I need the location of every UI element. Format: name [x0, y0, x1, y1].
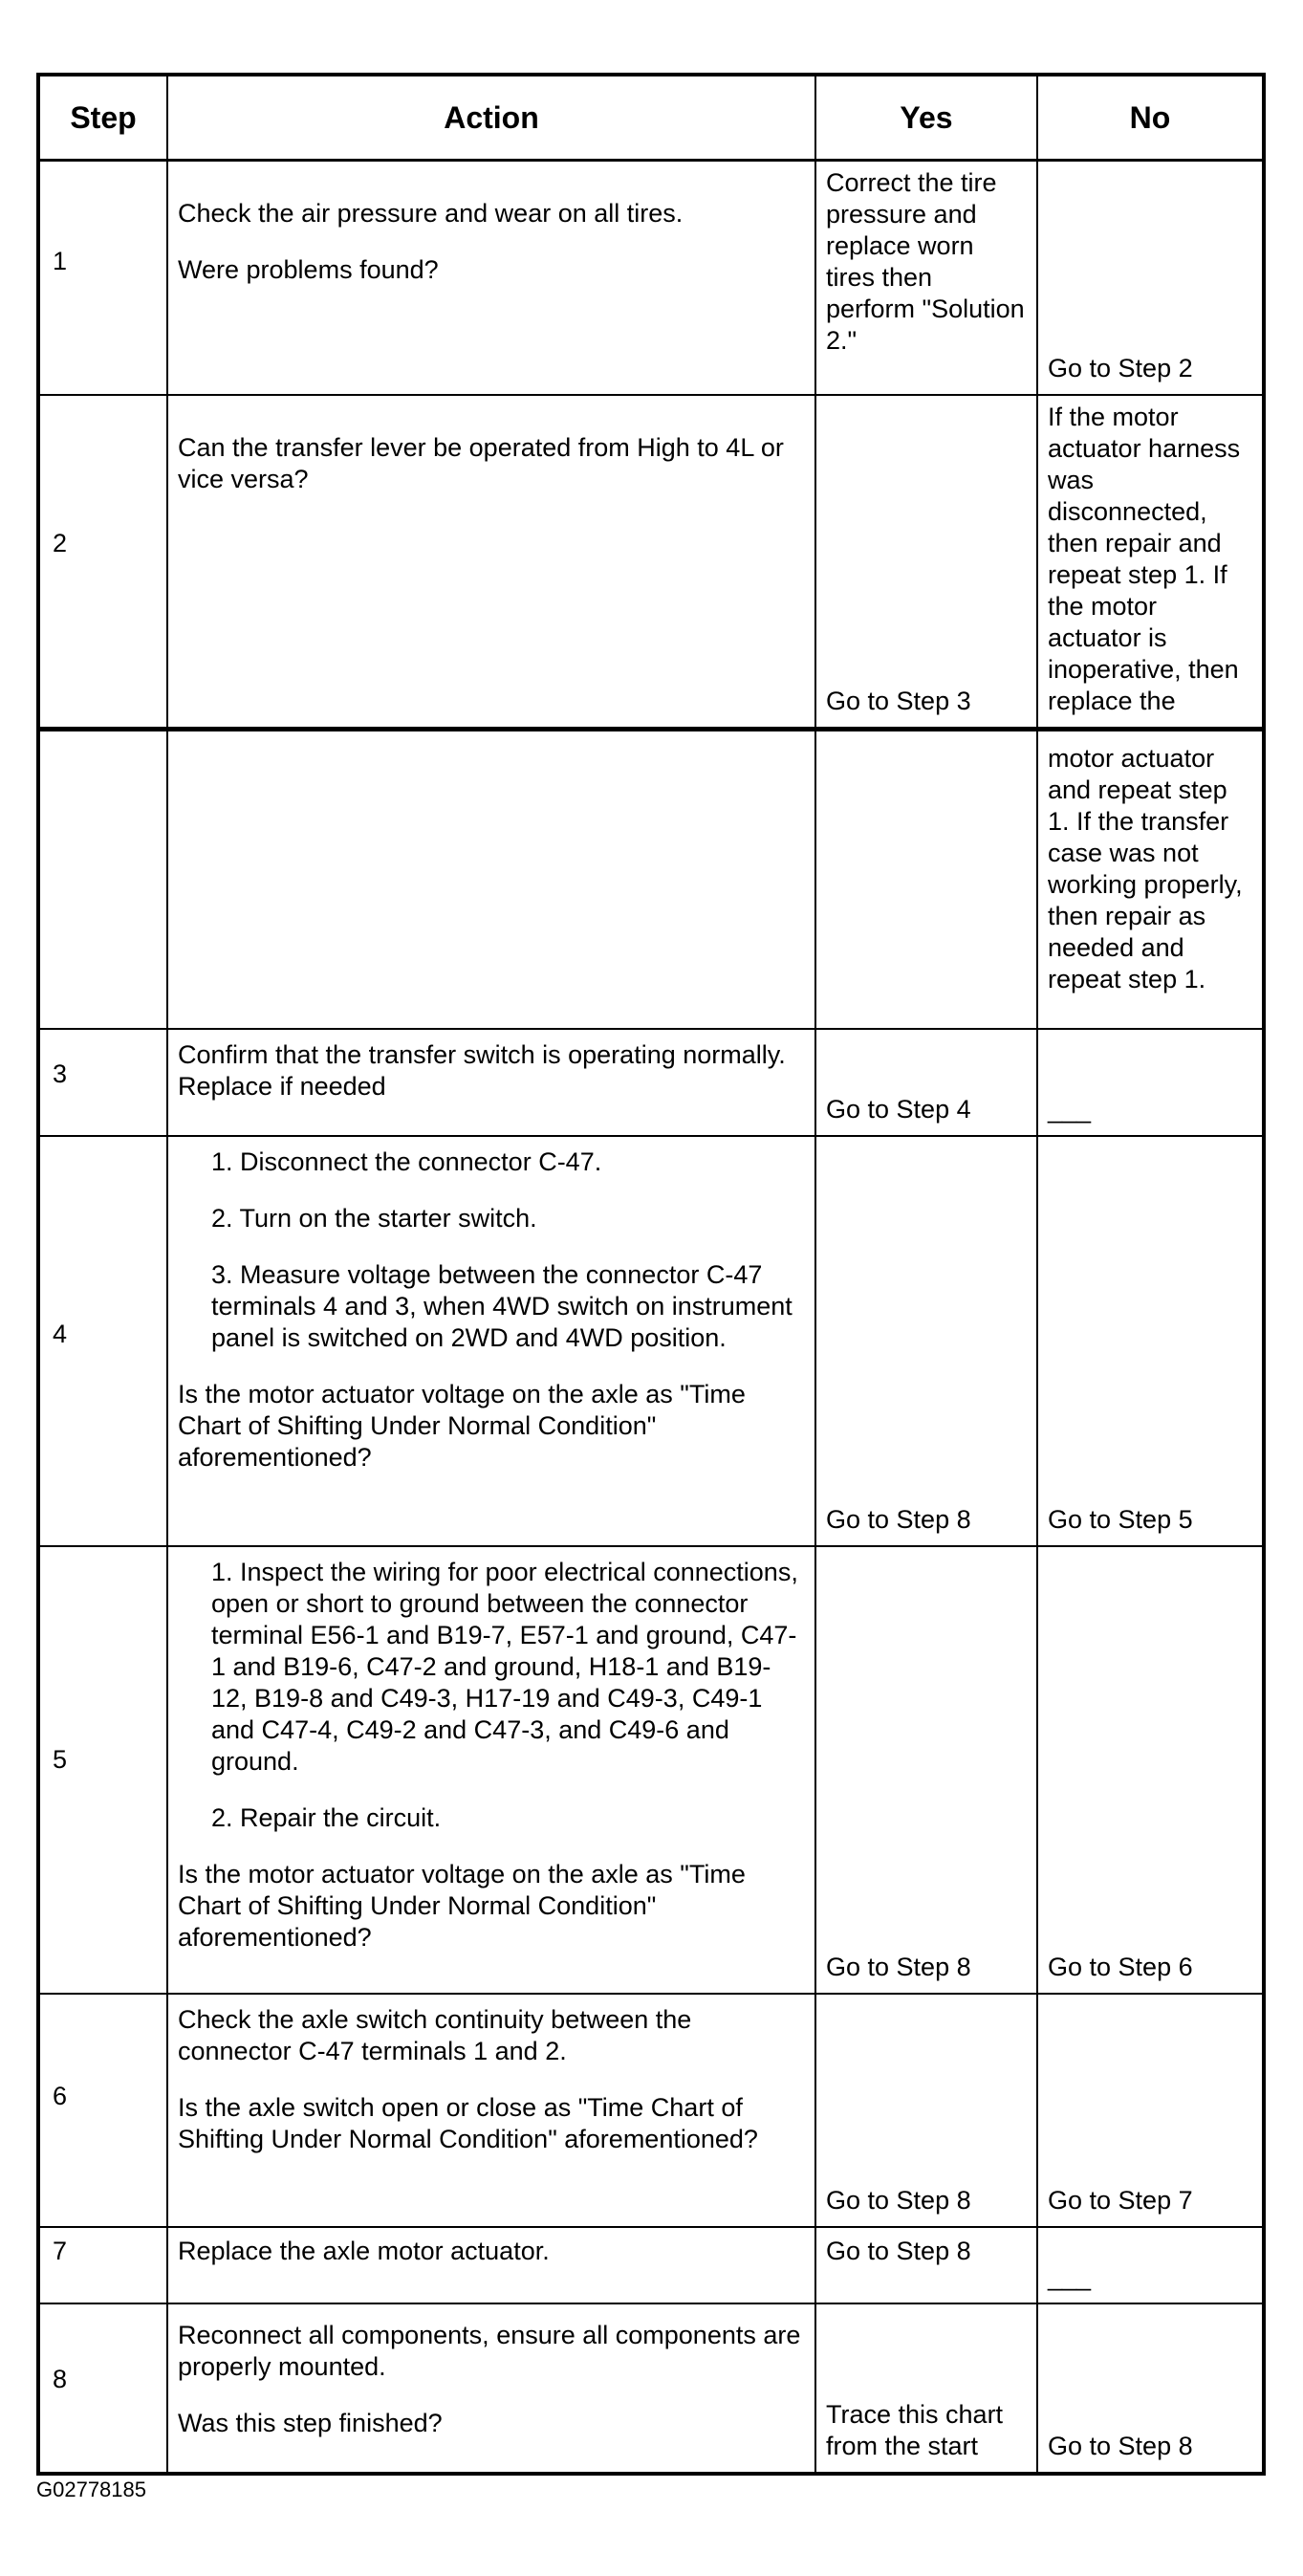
yes-cell — [815, 161, 1037, 396]
no-text: Go to Step 7 — [1048, 2186, 1193, 2215]
figure-id-caption: G02778185 — [36, 2478, 146, 2501]
yes-text: Go to Step 3 — [826, 687, 971, 715]
header-yes: Yes — [815, 75, 1037, 161]
step-number: 6 — [53, 2082, 68, 2110]
step-number: 8 — [53, 2365, 68, 2393]
step-number: 4 — [53, 1320, 68, 1348]
header-step: Step — [38, 75, 167, 161]
list-item: 2. Turn on the starter switch. — [211, 1204, 537, 1233]
yes-cell — [815, 730, 1037, 1030]
yes-text: Go to Step 8 — [826, 1505, 971, 1534]
yes-cell — [815, 1029, 1037, 1136]
step-number: 7 — [53, 2237, 68, 2265]
no-text: If the motor actuator harness was disconnected, then repair and repeat step 1. If the motor actuator is inoperative, then replace the — [1048, 403, 1241, 715]
no-text: Go to Step 8 — [1048, 2432, 1193, 2460]
table-row — [38, 1029, 1264, 1136]
no-text: Go to Step 2 — [1048, 354, 1193, 382]
header-no: No — [1037, 75, 1264, 161]
table-row — [38, 395, 1264, 730]
step-cell — [38, 2303, 167, 2474]
action-cell — [167, 2303, 815, 2474]
list-item: 3. Measure voltage between the connector C-47 terminals 4 and 3, when 4WD switch on instrument panel is switched on 2WD and 4WD position. — [211, 1260, 793, 1352]
yes-text — [816, 731, 1036, 737]
no-cell — [1037, 2303, 1264, 2474]
action-cell — [167, 1994, 815, 2227]
table-row — [38, 1546, 1264, 1994]
troubleshooting-table — [36, 73, 1266, 2476]
yes-text: Go to Step 8 — [826, 2237, 971, 2265]
yes-cell — [815, 2227, 1037, 2303]
action-question: Is the axle switch open or close as "Time Chart of Shifting Under Normal Condition" aforementioned? — [178, 2093, 758, 2153]
action-question: Were problems found? — [178, 255, 439, 284]
table-row — [38, 1994, 1264, 2227]
step-cell — [38, 1029, 167, 1136]
no-cell — [1037, 395, 1264, 730]
yes-cell — [815, 1994, 1037, 2227]
action-question: Was this step finished? — [178, 2409, 443, 2437]
action-text: Reconnect all components, ensure all components are properly mounted. — [178, 2321, 801, 2381]
yes-text: Go to Step 8 — [826, 1953, 971, 1981]
table-row — [38, 2303, 1264, 2474]
yes-cell — [815, 395, 1037, 730]
step-cell — [38, 1136, 167, 1546]
action-steps-list — [178, 1557, 805, 1834]
no-text: ___ — [1048, 2262, 1092, 2291]
action-question: Is the motor actuator voltage on the axle as "Time Chart of Shifting Under Normal Condition" aforementioned? — [178, 1380, 746, 1472]
yes-text: Correct the tire pressure and replace worn tires then perform "Solution 2." — [826, 168, 1025, 355]
yes-text: Trace this chart from the start — [826, 2400, 1004, 2460]
action-question: Can the transfer lever be operated from High to 4L or vice versa? — [178, 433, 784, 493]
no-cell — [1037, 730, 1264, 1030]
header-action: Action — [167, 75, 815, 161]
action-cell — [167, 161, 815, 396]
action-question: Is the motor actuator voltage on the axle as "Time Chart of Shifting Under Normal Condition" aforementioned? — [178, 1860, 746, 1952]
step-number: 1 — [53, 247, 68, 275]
no-text: motor actuator and repeat step 1. If the transfer case was not working properly, then repair as needed and repeat step 1. — [1048, 744, 1243, 993]
table-row — [38, 161, 1264, 396]
action-cell — [167, 1136, 815, 1546]
no-cell — [1037, 1029, 1264, 1136]
action-cell — [167, 1546, 815, 1994]
yes-cell — [815, 2303, 1037, 2474]
no-cell — [1037, 1136, 1264, 1546]
list-item: 2. Repair the circuit. — [211, 1803, 442, 1832]
step-cell — [38, 1546, 167, 1994]
list-item: 1. Disconnect the connector C-47. — [211, 1147, 602, 1176]
action-text: Check the axle switch continuity between the connector C-47 terminals 1 and 2. — [178, 2005, 692, 2065]
no-cell — [1037, 2227, 1264, 2303]
yes-cell — [815, 1136, 1037, 1546]
action-cell — [167, 395, 815, 730]
action-cell — [167, 2227, 815, 2303]
step-number: 5 — [53, 1745, 68, 1774]
action-text: Check the air pressure and wear on all tires. — [178, 199, 684, 228]
no-cell — [1037, 1994, 1264, 2227]
table-row — [38, 1136, 1264, 1546]
no-text: Go to Step 6 — [1048, 1953, 1193, 1981]
yes-cell — [815, 1546, 1037, 1994]
yes-text: Go to Step 8 — [826, 2186, 971, 2215]
action-steps-list — [178, 1146, 805, 1354]
header-row — [38, 75, 1264, 161]
step-cell — [38, 2227, 167, 2303]
action-cell — [167, 1029, 815, 1136]
action-cell — [167, 730, 815, 1030]
list-item: 1. Inspect the wiring for poor electrical connections, open or short to ground between the connector terminal E56-1 and B19-7, E57-1 and ground, C47-1 and B19-6, C47-2 and ground, H18-1 and B19-12, B19-8 and C49-3, H17-19 and C49-3, C49-1 and C47-4, C49-2 and C47-3, and C49-6 and ground. — [211, 1558, 798, 1776]
table-row — [38, 2227, 1264, 2303]
step-cell — [38, 161, 167, 396]
no-cell — [1037, 1546, 1264, 1994]
step-number: 2 — [53, 529, 68, 557]
step-cell — [38, 395, 167, 730]
yes-text: Go to Step 4 — [826, 1095, 971, 1124]
step-number: 3 — [53, 1059, 68, 1088]
step-cell — [38, 1994, 167, 2227]
no-text: ___ — [1048, 1095, 1092, 1124]
action-text: Confirm that the transfer switch is operating normally. Replace if needed — [178, 1040, 786, 1101]
no-text: Go to Step 5 — [1048, 1505, 1193, 1534]
action-text: Replace the axle motor actuator. — [178, 2237, 550, 2265]
no-cell — [1037, 161, 1264, 396]
table-row-continued — [38, 730, 1264, 1030]
step-cell — [38, 730, 167, 1030]
